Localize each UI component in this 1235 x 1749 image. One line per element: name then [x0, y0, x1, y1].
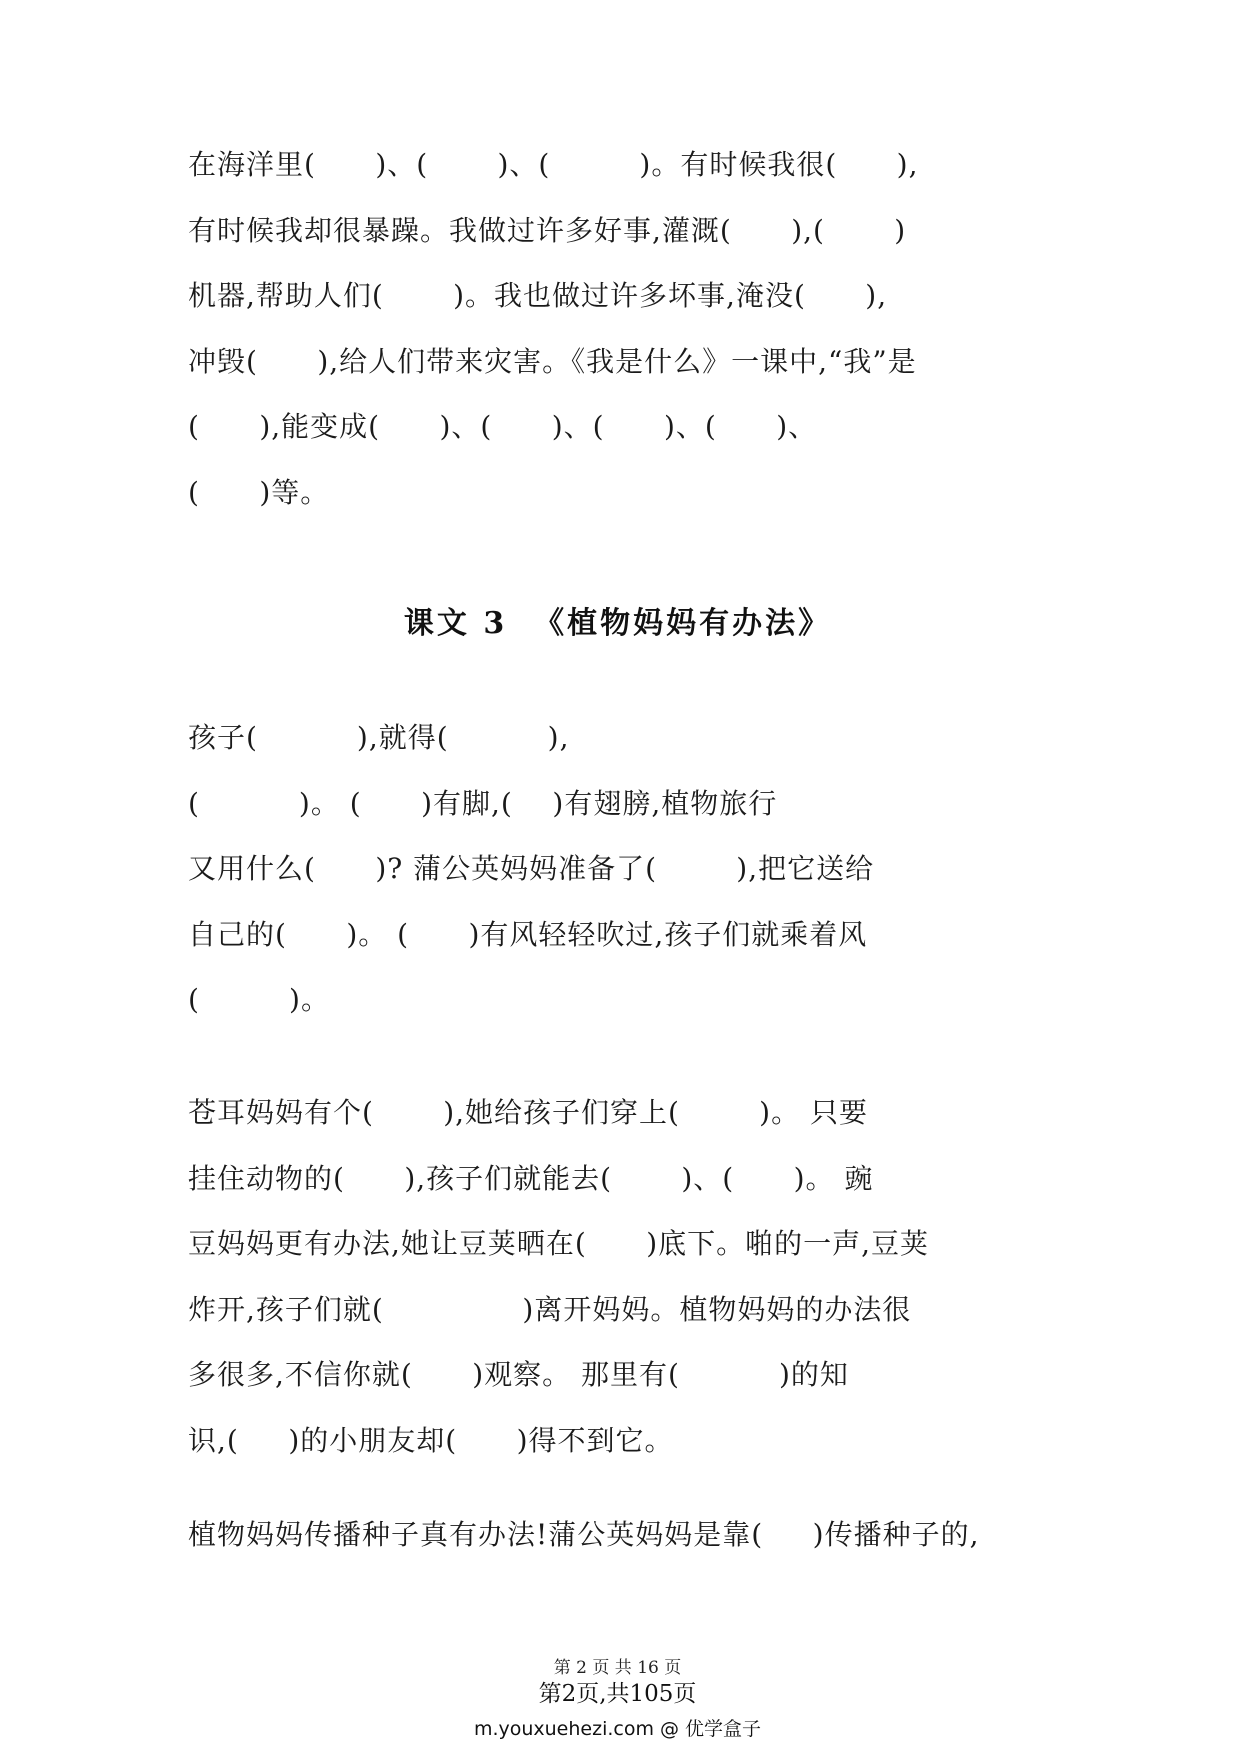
page-number-small: 第 2 页 共 16 页: [553, 1658, 682, 1678]
text-line: ( )。: [188, 983, 330, 1016]
section1-paragraph: [188, 132, 1068, 525]
text-line: 挂住动物的( ),孩子们就能去( )、( )。 豌: [188, 1161, 874, 1195]
text-line: 在海洋里( )、( )、( )。有时候我很( ),: [188, 148, 919, 181]
site-watermark: m.youxuehezi.com @ 优学盒子: [473, 1718, 762, 1740]
lesson-title: 课文 3 《植物妈妈有办法》: [403, 606, 832, 641]
lesson3-paragraph-2: [188, 1080, 1068, 1473]
text-line: 机器,帮助人们( )。我也做过许多坏事,淹没( ),: [188, 279, 888, 312]
text-line: ( )等。: [188, 475, 330, 509]
text-line: 冲毁( ),给人们带来灾害。《我是什么》一课中,“我”是: [188, 344, 917, 378]
text-line: 自己的( )。 ( )有风轻轻吹过,孩子们就乘着风: [188, 917, 868, 951]
text-line: 豆妈妈更有办法,她让豆荚晒在( )底下。啪的一声,豆荚: [188, 1227, 930, 1260]
text-line: 植物妈妈传播种子真有办法!蒲公英妈妈是靠( )传播种子的,: [188, 1518, 980, 1551]
text-line: 多很多,不信你就( )观察。 那里有( )的知: [188, 1358, 849, 1391]
text-line: 孩子( ),就得( ),: [188, 721, 570, 754]
text-line: 炸开,孩子们就( )离开妈妈。植物妈妈的办法很: [188, 1292, 912, 1326]
lesson3-paragraph-3: [188, 1502, 1068, 1568]
text-line: 识,( )的小朋友却( )得不到它。: [188, 1423, 674, 1457]
text-line: 又用什么( )? 蒲公英妈妈准备了( ),把它送给: [188, 852, 875, 885]
lesson3-paragraph-1: [188, 705, 1068, 1033]
text-line: ( ),能变成( )、( )、( )、( )、: [188, 410, 818, 443]
text-line: 苍耳妈妈有个( ),她给孩子们穿上( )。 只要: [188, 1096, 869, 1129]
text-line: 有时候我却很暴躁。我做过许多好事,灌溉( ),( ): [188, 213, 907, 247]
text-line: ( )。 ( )有脚,( )有翅膀,植物旅行: [188, 786, 778, 820]
page-number-large: 第2页,共105页: [538, 1681, 697, 1707]
